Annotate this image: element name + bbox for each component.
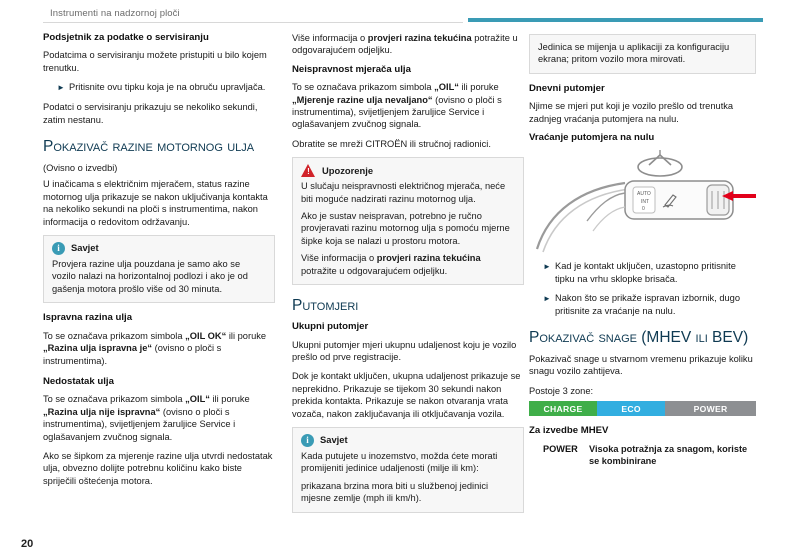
text-gauge-fault-1: To se označava prikazom simbola „OIL“ ili poruke „Mjerenje razine ulja nevaljano“ (ovisno o ploči s instrumentima), svijetljenjem žaruljice Service i oglašavanjem zvučnog signala. [292, 82, 502, 130]
text-more-info: Više informacija o provjeri razina tekućina potražite u odgovarajućem odjeljku. [292, 33, 518, 56]
text-lack-of-oil-2: Ako se šipkom za mjerenje razine ulja utvrdi nedostatak ulja, obvezno dolijte potrebnu količinu kako biste spriječili oštećenja motora. [43, 450, 273, 486]
triangle-bullet-icon: ► [543, 294, 551, 304]
wiper-stalk-illustration [529, 149, 756, 254]
info-icon: i [52, 242, 65, 255]
heading-power-indicator: Pokazivač snage (MHEV ili BEV) [529, 329, 749, 347]
header-accent-bar [468, 18, 763, 22]
gauge-segment-charge: CHARGE [529, 401, 597, 416]
advice-box-title-row-units [301, 434, 515, 447]
text-lack-of-oil-1: To se označava prikazom simbola „OIL“ ili poruke „Razina ulja nije ispravna“ (ovisno o ploči s instrumentima), svijetljenjem žaruljice Service i oglašavanjem zvučnog signala. [43, 394, 250, 442]
text-service-display: Podatci o servisiranju prikazuju se nekoliko sekundi, zatim nestanu. [43, 102, 258, 125]
warning-text-3: Više informacija o provjeri razina tekućina potražite u odgovarajućem odjeljku. [301, 253, 481, 276]
warning-box-gauge-fault [292, 157, 524, 285]
gauge-segment-power: POWER [665, 401, 756, 416]
text-power-indicator: Pokazivač snage u stvarnom vremenu prikazuje koliku snagu vozilo zahtijeva. [529, 354, 753, 377]
heading-service-reminder: Podsjetnik za podatke o servisiranju [43, 32, 209, 43]
bullet-press-button: Pritisnite ovu tipku koja je na obruču upravljača. [69, 82, 266, 93]
text-gauge-fault-2: Obratite se mreži CITROËN ili stručnoj radionici. [292, 138, 491, 149]
heading-total-odometer: Ukupni putomjer [292, 321, 369, 333]
advice-text-units-1: Kada putujete u inozemstvo, možda ćete morati promijeniti jedinice udaljenosti (milje ili km): [301, 450, 498, 474]
triangle-bullet-icon: ► [57, 83, 65, 93]
warning-text-1: U slučaju neispravnosti električnog mjerača, neće biti moguće nadzirati razinu motornog ulja. [301, 181, 506, 204]
text-total-odometer-2: Dok je kontakt uključen, ukupna udaljenost prikazuje se neprekidno. Prikazuje se tijekom 30 sekundi nakon prekida kontakta. Prikazuje se nakon otvaranja vrata vozača, nakon zaključavanja ili otključavanja vozila. [292, 371, 521, 419]
advice-text-units-2: prikazana brzina mora biti u službenoj jedinici mjesne zemlje (mph ili km/h). [301, 480, 489, 504]
warning-text-2: Ako je sustav neispravan, potrebno je ručno provjeravati razinu motornog ulja s pomoću mjerne šipke koja se nalazi u prostoru motora. [301, 211, 510, 246]
text-service-reminder: Podatcima o servisiranju možete pristupiti u bilo kojem trenutku. [43, 50, 267, 73]
warning-title: Upozorenje [322, 164, 374, 176]
heading-mhev-versions: Za izvedbe MHEV [529, 425, 609, 437]
heading-reset-odometer: Vraćanje putomjera na nulu [529, 132, 655, 144]
advice-title-units: Savjet [320, 434, 348, 446]
text-variant-body: U inačicama s električnim mjeračem, status razine motornog ulja prikazuje se nakon uključivanja kontakta na nekoliko sekundi na ploči s instrumentima, nakon informacija o redovitom održavanju. [43, 179, 268, 227]
column-three [529, 32, 756, 474]
svg-text:0: 0 [642, 206, 645, 213]
list-item [529, 292, 756, 317]
gauge-segment-eco: ECO [597, 401, 665, 416]
header-title: Instrumenti na nadzornoj ploči [50, 8, 180, 19]
heading-oil-gauge-fault: Neispravnost mjerača ulja [292, 63, 411, 75]
list-item [43, 81, 275, 94]
heading-oil-level-indicator: Pokazivač razine motornog ulja [43, 138, 255, 156]
note-text-unit-change: Jedinica se mijenja u aplikaciji za konfiguraciju ekrana; pritom vozilo mora mirovati. [538, 42, 730, 65]
figure-wiper-stalk [529, 149, 756, 254]
text-variant-note: (Ovisno o izvedbi) [43, 163, 118, 174]
advice-text: Provjera razine ulja pouzdana je samo ako se vozilo nalazi na horizontalnoj podlozi i ako je od gašenja motora prošlo više od 30 minuta. [52, 259, 248, 294]
bullet-reset-step-2: Nakon što se prikaže ispravan izbornik, dugo pritisnite za vraćanje na nulu. [555, 293, 741, 316]
heading-correct-oil-level: Ispravna razina ulja [43, 312, 133, 324]
legend-key-power: POWER [543, 443, 578, 454]
svg-text:INT: INT [641, 199, 650, 206]
text-daily-odometer: Njime se mjeri put koji je vozilo prešlo od trenutka zadnjeg vraćanja putomjera na nulu. [529, 101, 734, 124]
heading-lack-of-oil: Nedostatak ulja [43, 375, 114, 387]
svg-text:AUTO: AUTO [637, 191, 651, 198]
info-icon: i [301, 434, 314, 447]
red-pointer-arrow-icon [722, 191, 756, 201]
power-gauge [529, 401, 756, 416]
advice-box-units [292, 427, 524, 513]
header-divider [43, 22, 463, 23]
bullet-reset-step-1: Kad je kontakt uključen, uzastopno pritisnite tipku na vrhu sklopke brisača. [555, 261, 736, 284]
advice-box-title-row [52, 242, 266, 255]
triangle-bullet-icon: ► [543, 262, 551, 272]
heading-daily-odometer: Dnevni putomjer [529, 82, 605, 94]
warning-triangle-icon [301, 164, 316, 177]
list-item [529, 260, 756, 285]
legend-row-power [529, 443, 756, 468]
advice-title: Savjet [71, 242, 99, 254]
text-zones-intro: Postoje 3 zone: [529, 385, 594, 396]
warning-box-title-row [301, 164, 515, 177]
legend-value-power: Visoka potražnja za snagom, koriste se kombinirane [589, 443, 748, 467]
advice-box-oil-check [43, 235, 275, 303]
page-number: 20 [21, 538, 34, 550]
text-correct-oil-level: To se označava prikazom simbola „OIL OK“ ili poruke „Razina ulja ispravna je“ (ovisno o ploči s instrumentima). [43, 330, 267, 366]
note-box-unit-change [529, 34, 756, 74]
text-total-odometer-1: Ukupni putomjer mjeri ukupnu udaljenost koju je vozilo prešlo od prve registracije. [292, 339, 517, 362]
page-header [0, 0, 794, 26]
column-one [43, 32, 275, 494]
heading-odometers: Putomjeri [292, 297, 359, 315]
column-two [292, 32, 524, 522]
